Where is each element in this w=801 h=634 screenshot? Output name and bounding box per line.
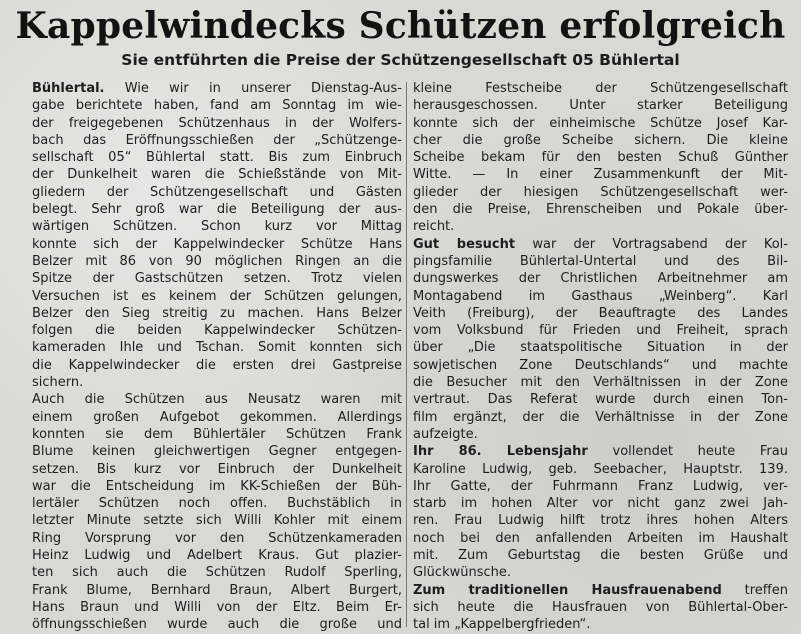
text-line [413, 391, 788, 408]
text-line [413, 409, 788, 426]
line-text: Ihr Gatte, der Fuhrmann Franz Ludwig, ver- [413, 478, 788, 494]
line-text: vom Volksbund für Frieden und Freiheit, sprach [413, 323, 788, 339]
text-line [413, 374, 788, 391]
text-line [413, 218, 788, 235]
line-text: film ergänzt, der die Verhältnisse in der Zone [413, 409, 788, 425]
text-line [32, 80, 402, 97]
text-line [32, 218, 402, 235]
line-text: cher die große Scheibe sichern. Die kleine [413, 132, 788, 148]
line-text: Karoline Ludwig, geb. Seebacher, Hauptstr. 139. [413, 461, 788, 477]
line-text: Heinz Ludwig und Adelbert Kraus. Gut plazier- [32, 548, 402, 564]
text-line [32, 166, 402, 183]
line-text: sowjetischen Zone Deutschlands“ und machte [413, 357, 788, 373]
line-text: reicht. [413, 219, 455, 235]
text-line [413, 461, 788, 478]
line-text: folgen die beiden Kappelwindecker Schützen- [32, 323, 402, 339]
line-text: gabe berichtete haben, fand am Sonntag im wie- [32, 98, 402, 114]
text-line [32, 461, 402, 478]
text-line [413, 97, 788, 114]
text-line [413, 530, 788, 547]
line-text: tal im „Kappelbergfrieden“. [413, 617, 591, 633]
text-line [32, 478, 402, 495]
line-text: Spitze der Gastschützen setzen. Trotz vielen [32, 271, 402, 287]
line-text: wärtigen Schützen. Schon kurz vor Mittag [32, 219, 402, 235]
text-line [413, 201, 788, 218]
text-line [413, 270, 788, 287]
text-line [413, 132, 788, 149]
paragraph-lead: Ihr 86. Lebensjahr [413, 444, 588, 460]
text-line [32, 530, 402, 547]
text-line [32, 97, 402, 114]
line-text: noch bei den anfallenden Arbeiten im Haushalt [413, 530, 788, 546]
text-line [413, 253, 788, 270]
text-line [32, 339, 402, 356]
line-text: sellschaft 05“ Bühlertal statt. Bis zum Einbruch [32, 150, 402, 166]
text-line [32, 599, 402, 616]
text-line [413, 582, 788, 599]
text-line [32, 201, 402, 218]
line-text: pingsfamilie Bühlertal-Untertal und des Bil- [413, 253, 788, 269]
text-line [32, 115, 402, 132]
line-text: kleine Festscheibe der Schützengesellschaft [413, 81, 788, 96]
text-line [413, 322, 788, 339]
line-text: Scheibe bekam für den besten Schuß Günther [413, 150, 788, 166]
line-text: Wie wir in unserer Dienstag-Aus- [104, 81, 402, 96]
line-text: die Kappelwindecker die ersten drei Gastpreise [32, 357, 402, 373]
text-line [413, 339, 788, 356]
text-line [413, 166, 788, 183]
line-text: glieder der hiesigen Schützengesellschaft wer- [413, 184, 788, 200]
line-text: treffen [721, 582, 788, 598]
text-line [413, 305, 788, 322]
line-text: sichern. [32, 375, 84, 391]
line-text: belegt. Sehr groß war die Beteiligung der aus- [32, 202, 402, 218]
line-text: gliedern der Schützengesellschaft und Gästen [32, 184, 402, 200]
line-text: Frank Blume, Bernhard Braun, Albert Burgert, [32, 582, 402, 598]
left-text-column [32, 80, 402, 634]
text-line [413, 80, 788, 97]
line-text: war der Vortragsabend der Kol- [515, 236, 788, 252]
column-divider [406, 82, 407, 627]
text-line [32, 184, 402, 201]
line-text: bach das Eröffnungsschießen der „Schützenge- [32, 132, 402, 148]
line-text: konnte sich der einheimische Schütze Josef Kar- [413, 115, 788, 131]
line-text: Belzer mit 86 von 90 möglichen Ringen an die [32, 253, 402, 269]
text-line [413, 599, 788, 616]
text-line [32, 409, 402, 426]
text-line [413, 149, 788, 166]
line-text: Glückwünsche. [413, 565, 512, 581]
line-text: dungswerkes der Christlichen Arbeitnehmer am [413, 271, 788, 287]
line-text: aufzeigte. [413, 426, 478, 442]
line-text: öffnungsschießen wurde auch die große und [32, 617, 402, 633]
text-line [413, 564, 788, 581]
line-text: der Dunkelheit waren die Schießstände von Mit- [32, 167, 402, 183]
line-text: Hans Braun und Willi von der Eltz. Beim Er- [32, 599, 402, 615]
line-text: den die Preise, Ehrenscheiben und Pokale über- [413, 202, 788, 218]
line-text: Blume keinen gleichwertigen Gegner entgegen- [32, 444, 402, 460]
text-line [32, 616, 402, 633]
line-text: sich heute die Hausfrauen von Bühlertal-Ober- [413, 599, 788, 615]
text-line [413, 115, 788, 132]
line-text: über „Die staatspolitische Situation in der [413, 340, 788, 356]
text-line [32, 357, 402, 374]
line-text: vollendet heute Frau [587, 444, 788, 460]
text-line [32, 512, 402, 529]
line-text: ten sich auch die Schützen Rudolf Sperling, [32, 565, 402, 581]
text-line [32, 582, 402, 599]
text-line [32, 253, 402, 270]
line-text: konnten sie dem Bühlertäler Schützen Frank [32, 426, 402, 442]
line-text: setzen. Bis kurz vor Einbruch der Dunkelheit [32, 461, 402, 477]
article-headline: Kappelwindecks Schützen erfolgreich [15, 5, 786, 47]
line-text: der freigegebenen Schützenhaus in der Wolfers- [32, 115, 402, 131]
text-line [413, 512, 788, 529]
line-text: mit. Zum Geburtstag die besten Grüße und [413, 548, 788, 564]
text-line [32, 305, 402, 322]
text-line [32, 288, 402, 305]
line-text: Witte. — In einer Zusammenkunft der Mit- [413, 167, 788, 183]
line-text: Auch die Schützen aus Neusatz waren mit [32, 392, 402, 408]
text-line [32, 149, 402, 166]
text-line [32, 547, 402, 564]
text-line [32, 495, 402, 512]
text-line [413, 616, 788, 633]
line-text: kameraden Ihle und Tschan. Somit konnten sich [32, 340, 402, 356]
text-line [32, 322, 402, 339]
line-text: ren. Frau Ludwig hilft trotz ihres hohen Alters [413, 513, 788, 529]
line-text: herausgeschossen. Unter starker Beteiligung [413, 98, 788, 114]
line-text: vertraut. Das Referat wurde durch einen Ton- [413, 392, 788, 408]
paragraph-lead: Bühlertal. [32, 81, 105, 96]
text-line [32, 391, 402, 408]
text-line [32, 443, 402, 460]
text-line [413, 184, 788, 201]
line-text: die Besucher mit den Verhältnissen in der Zone [413, 375, 788, 391]
paragraph-lead: Zum traditionellen Hausfrauenabend [413, 582, 722, 598]
text-line [32, 564, 402, 581]
text-line [413, 547, 788, 564]
paragraph-lead: Gut besucht [413, 236, 516, 252]
text-line [413, 288, 788, 305]
text-line [32, 374, 402, 391]
line-text: Belzer den Sieg streitig zu machen. Hans Belzer [32, 305, 402, 321]
right-text-column [413, 80, 788, 634]
line-text: Versuchen ist es keinem der Schützen gelungen, [32, 288, 402, 304]
text-line [413, 357, 788, 374]
text-line [32, 270, 402, 287]
line-text: war die Entscheidung im KK-Schießen der Büh- [32, 478, 402, 494]
line-text: einem großen Aufgebot gekommen. Allerdings [32, 409, 402, 425]
text-line [413, 426, 788, 443]
text-line [413, 478, 788, 495]
line-text: Veith (Freiburg), der Beauftragte des Landes [413, 305, 788, 321]
text-line [413, 495, 788, 512]
line-text: starb im hohen Alter vor nicht ganz zwei Jah- [413, 496, 788, 512]
text-line [413, 236, 788, 253]
line-text: lertäler Schützen noch offen. Buchstäblich in [32, 496, 402, 512]
text-line [32, 426, 402, 443]
text-line [32, 132, 402, 149]
text-line [413, 443, 788, 460]
line-text: Montagabend im Gasthaus „Weinberg“. Karl [413, 288, 788, 304]
line-text: konnte sich der Kappelwindecker Schütze Hans [32, 236, 402, 252]
article-subheadline: Sie entführten die Preise der Schützengesellschaft 05 Bühlertal [121, 51, 680, 69]
line-text: letzter Minute setzte sich Willi Kohler mit einem [32, 513, 402, 529]
line-text: Ring Vorsprung vor den Schützenkameraden [32, 530, 402, 546]
text-line [32, 236, 402, 253]
